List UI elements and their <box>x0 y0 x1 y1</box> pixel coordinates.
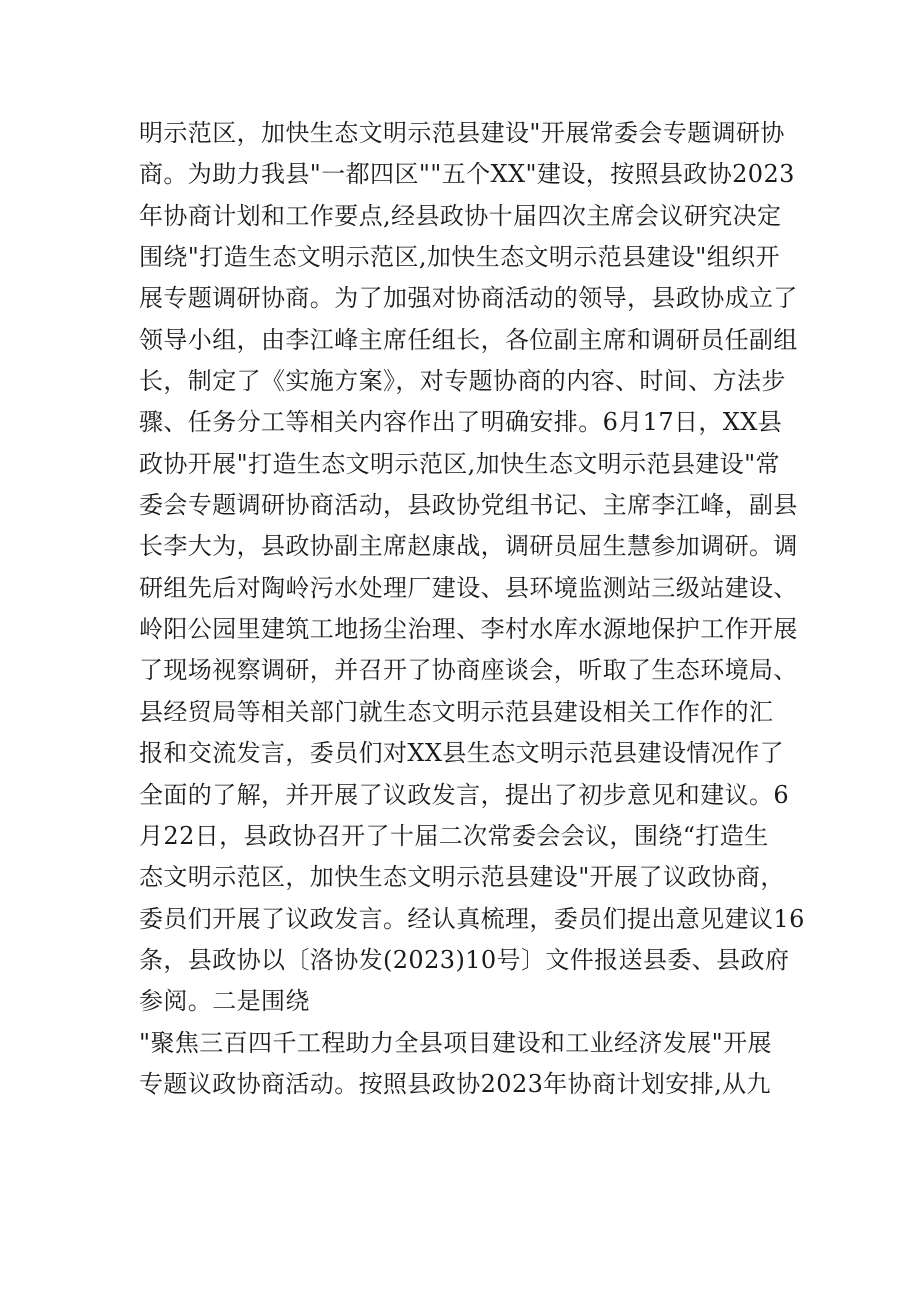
text-line: 围绕"打造生态文明示范区,加快生态文明示范县建设"组织开 <box>139 243 780 272</box>
text-line: "聚焦三百四千工程助力全县项目建设和工业经济发展"开展 <box>139 1028 772 1057</box>
text-line: 骤、任务分工等相关内容作出了明确安排。6月17日，XX县 <box>139 408 783 437</box>
text-line: 长，制定了《实施方案》，对专题协商的内容、时间、方法步 <box>139 367 786 396</box>
text-line: 月22日，县政协召开了十届二次常委会会议，围绕“打造生 <box>139 821 769 850</box>
text-line: 条，县政协以〔洛协发(2023)10号〕文件报送县委、县政府 <box>139 945 790 974</box>
text-line: 委会专题调研协商活动，县政协党组书记、主席李江峰，副县 <box>139 491 798 520</box>
text-line: 县经贸局等相关部门就生态文明示范县建设相关工作作的汇 <box>139 697 774 726</box>
text-line: 政协开展"打造生态文明示范区,加快生态文明示范县建设"常 <box>139 449 780 478</box>
text-line: 领导小组，由李江峰主席任组长，各位副主席和调研员任副组 <box>139 325 798 354</box>
text-line: 研组先后对陶岭污水处理厂建设、县环境监测站三级站建设、 <box>139 573 798 602</box>
text-line: 参阅。二是围绕 <box>139 987 310 1016</box>
text-line: 商。为助力我县"一都四区""五个XX"建设，按照县政协2023 <box>139 160 795 189</box>
text-line: 年协商计划和工作要点,经县政协十届四次主席会议研究决定 <box>139 201 782 230</box>
text-line: 态文明示范区，加快生态文明示范县建设"开展了议政协商， <box>139 863 785 892</box>
text-line: 岭阳公园里建筑工地扬尘治理、李村水库水源地保护工作开展 <box>139 615 798 644</box>
text-line: 专题议政协商活动。按照县政协2023年协商计划安排,从九 <box>139 1069 771 1098</box>
text-line: 展专题调研协商。为了加强对协商活动的领导，县政协成立了 <box>139 284 798 313</box>
text-line: 明示范区，加快生态文明示范县建设"开展常委会专题调研协 <box>139 119 785 147</box>
text-line: 报和交流发言，委员们对XX县生态文明示范县建设情况作了 <box>139 739 784 768</box>
text-line: 委员们开展了议政发言。经认真梳理，委员们提出意见建议16 <box>139 904 805 933</box>
text-line: 全面的了解，并开展了议政发言，提出了初步意见和建议。6 <box>139 780 790 809</box>
text-line: 了现场视察调研，并召开了协商座谈会，听取了生态环境局、 <box>139 656 798 685</box>
document-body-text <box>139 113 819 1105</box>
text-line: 长李大为，县政协副主席赵康战，调研员屈生慧参加调研。调 <box>139 532 798 561</box>
